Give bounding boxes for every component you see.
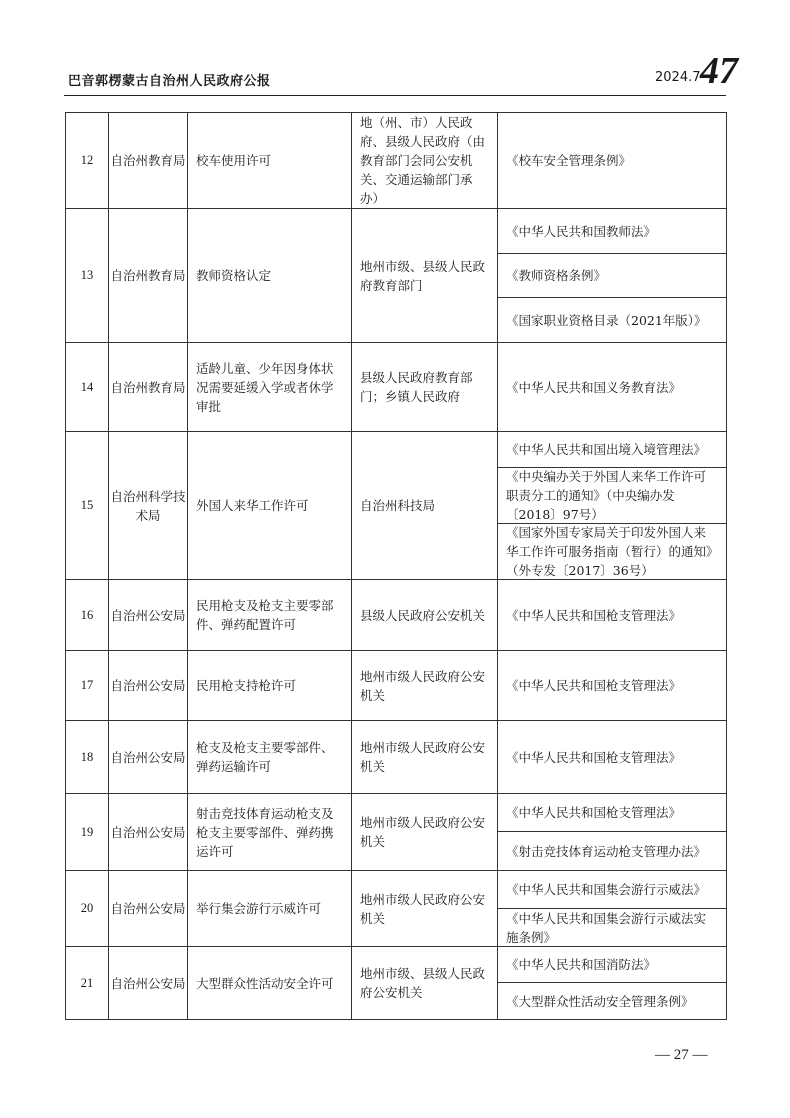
legal-basis-entry: 《校车安全管理条例》 [506,153,632,168]
department-cell: 自治州公安局 [109,947,188,1020]
department-cell: 自治州公安局 [109,871,188,947]
table-row [66,651,727,721]
license-item-cell: 适龄儿童、少年因身体状况需要延缓入学或者休学审批 [188,343,352,432]
legal-basis-entry: 《中华人民共和国枪支管理法》 [506,749,682,765]
department-cell: 自治州教育局 [109,209,188,343]
legal-basis-entry: 《中华人民共和国出境入境管理法》 [506,442,707,457]
approval-authority-cell: 地州市级、县级人民政府教育部门 [352,209,498,343]
approval-authority-cell: 地州市级人民政府公安机关 [352,721,498,794]
department-cell: 自治州公安局 [109,721,188,794]
legal-basis-entry: 《国家外国专家局关于印发外国人来华工作许可服务指南（暂行）的通知》（外专发〔2017〕36号） [498,523,726,579]
approval-authority-cell: 地州市级、县级人民政府公安机关 [352,947,498,1020]
legal-basis-entry: 《中央编办关于外国人来华工作许可职责分工的通知》（中央编办发〔2018〕97号） [498,467,726,523]
header-title: 巴音郭楞蒙古自治州人民政府公报 [68,74,271,89]
legal-basis-entry: 《中华人民共和国枪支管理法》 [506,678,682,693]
legal-basis-cell [498,721,727,794]
legal-basis-cell [498,580,727,651]
legal-basis-entry: 《中华人民共和国集会游行示威法实施条例》 [498,908,726,946]
legal-basis-entry: 《中华人民共和国教师法》 [506,223,657,239]
approval-authority-cell: 地州市级人民政府公安机关 [352,794,498,871]
table-row [66,794,727,871]
license-item-cell: 教师资格认定 [188,209,352,343]
license-item-cell: 民用枪支持枪许可 [188,651,352,721]
approval-authority-cell: 自治州科技局 [352,432,498,580]
table-row [66,432,727,580]
legal-basis-entry: 《中华人民共和国义务教育法》 [506,379,682,395]
department-cell: 自治州公安局 [109,651,188,721]
department-cell: 自治州教育局 [109,113,188,209]
legal-basis-entry: 《中华人民共和国枪支管理法》 [506,607,682,623]
license-item-cell: 枪支及枪支主要零部件、弹药运输许可 [188,721,352,794]
legal-basis-cell [498,209,727,343]
table-row [66,209,727,343]
license-item-cell: 民用枪支及枪支主要零部件、弹药配置许可 [188,580,352,651]
header-date: 2024.7 [655,70,701,85]
legal-basis-cell [498,651,727,721]
row-number: 17 [66,651,109,721]
license-item-cell: 射击竞技体育运动枪支及枪支主要零部件、弹药携运许可 [188,794,352,871]
department-cell: 自治州公安局 [109,580,188,651]
legal-basis-cell [498,113,727,209]
row-number: 14 [66,343,109,432]
legal-basis-cell [498,343,727,432]
approval-authority-cell: 地州市级人民政府公安机关 [352,871,498,947]
header-rule [64,95,726,96]
table-row [66,721,727,794]
table-row [66,871,727,947]
legal-basis-entry: 《中华人民共和国消防法》 [506,957,657,972]
department-cell: 自治州教育局 [109,343,188,432]
legal-basis-entry: 《教师资格条例》 [498,253,726,297]
legal-basis-entry: 《射击竞技体育运动枪支管理办法》 [498,831,726,870]
table-row [66,113,727,209]
row-number: 21 [66,947,109,1020]
approval-authority-cell: 县级人民政府公安机关 [352,580,498,651]
approval-authority-cell: 县级人民政府教育部门；乡镇人民政府 [352,343,498,432]
license-item-cell: 外国人来华工作许可 [188,432,352,580]
row-number: 13 [66,209,109,343]
license-table [65,112,727,1020]
legal-basis-entry: 《中华人民共和国集会游行示威法》 [506,882,707,897]
legal-basis-entry: 《国家职业资格目录（2021年版）》 [498,297,726,342]
table-row [66,580,727,651]
legal-basis-cell [498,871,727,947]
row-number: 15 [66,432,109,580]
legal-basis-entry: 《大型群众性活动安全管理条例》 [498,982,726,1019]
legal-basis-cell [498,947,727,1020]
header-page-number: 47 [700,50,738,92]
license-item-cell: 大型群众性活动安全许可 [188,947,352,1020]
legal-basis-cell [498,794,727,871]
table-row [66,343,727,432]
department-cell: 自治州科学技术局 [109,432,188,580]
row-number: 19 [66,794,109,871]
legal-basis-cell [498,432,727,580]
legal-basis-entry: 《中华人民共和国枪支管理法》 [506,805,682,820]
license-item-cell: 举行集会游行示威许可 [188,871,352,947]
table-row [66,947,727,1020]
row-number: 20 [66,871,109,947]
approval-authority-cell: 地州市级人民政府公安机关 [352,651,498,721]
license-item-cell: 校车使用许可 [188,113,352,209]
department-cell: 自治州公安局 [109,794,188,871]
page-footer: — 27 — [655,1047,708,1063]
row-number: 18 [66,721,109,794]
row-number: 12 [66,113,109,209]
row-number: 16 [66,580,109,651]
approval-authority-cell: 地（州、市）人民政府、县级人民政府（由教育部门会同公安机关、交通运输部门承办） [352,113,498,209]
